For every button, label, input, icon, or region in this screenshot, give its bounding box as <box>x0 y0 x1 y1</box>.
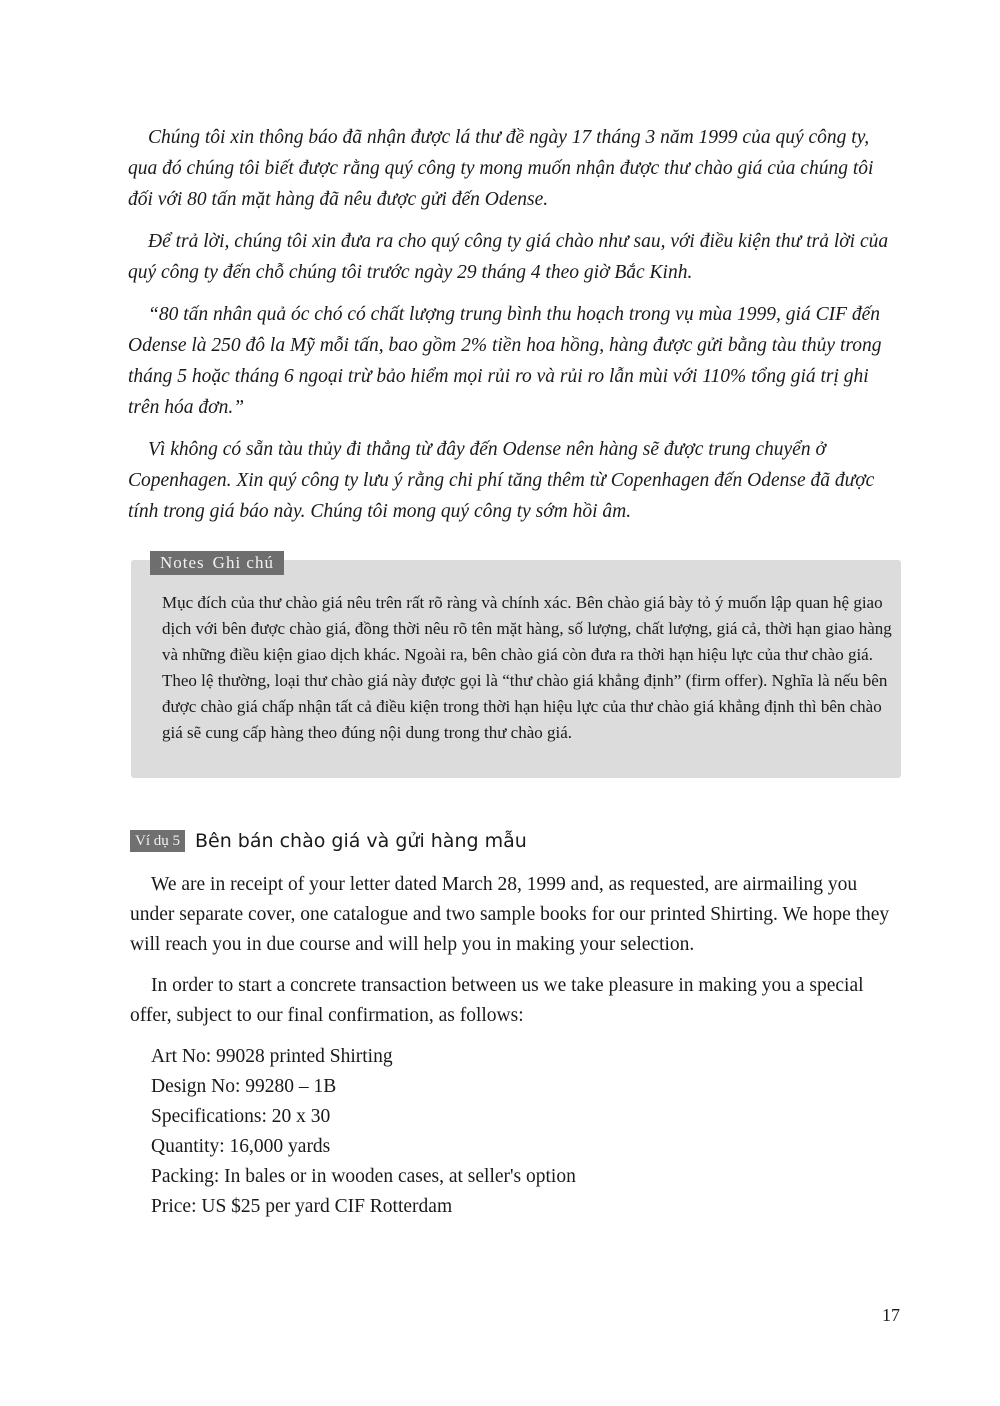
vi-paragraph-4: Vì không có sẵn tàu thủy đi thẳng từ đây đến Odense nên hàng sẽ được trung chuyển ở Copenhagen. Xin quý công ty lưu ý rằng chi phí tăng thêm từ Copenhagen đến Odense đã được tính trong giá báo này. Chúng tôi mong quý công ty sớm hồi âm. <box>128 439 875 522</box>
vi-paragraph-1: Chúng tôi xin thông báo đã nhận được lá thư đề ngày 17 tháng 3 năm 1999 của quý công ty, qua đó chúng tôi biết được rằng quý công ty mong muốn nhận được thư chào giá của chúng tôi đối với 80 tấn mặt hàng đã nêu được gửi đến Odense. <box>128 127 874 210</box>
notes-text: Mục đích của thư chào giá nêu trên rất rõ ràng và chính xác. Bên chào giá bày tỏ ý muốn lập quan hệ giao dịch với bên được chào giá, đồng thời nêu rõ tên mặt hàng, số lượng, chất lượng, giá cả, thời hạn giao hàng và những điều kiện giao dịch khác. Ngoài ra, bên chào giá còn đưa ra thời hạn hiệu lực của thư chào giá. Theo lệ thường, loại thư chào giá này được gọi là “thư chào giá khẳng định” (firm offer). Nghĩa là nếu bên được chào giá chấp nhận tất cả điều kiện trong thời hạn hiệu lực của thư chào giá khẳng định thì bên chào giá sẽ cung cấp hàng theo đúng nội dung trong thư chào giá. <box>162 593 892 742</box>
vietnamese-letter <box>128 122 898 538</box>
spec-item: Specifications: 20 x 30 <box>151 1106 331 1127</box>
example-tag: Ví dụ 5 <box>130 830 185 852</box>
notes-tag-vi: Ghi chú <box>212 553 274 572</box>
vi-paragraph-2: Để trả lời, chúng tôi xin đưa ra cho quý công ty giá chào như sau, với điều kiện thư trả lời của quý công ty đến chỗ chúng tôi trước ngày 29 tháng 4 theo giờ Bắc Kinh. <box>128 231 889 283</box>
spec-item: Design No: 99280 – 1B <box>151 1076 337 1097</box>
english-letter <box>130 870 900 1222</box>
example-heading <box>130 828 527 854</box>
notes-tag-en: Notes <box>160 553 205 572</box>
page-number: 17 <box>882 1305 900 1325</box>
notes-tag <box>150 551 284 575</box>
en-paragraph-2: In order to start a concrete transaction between us we take pleasure in making you a special offer, subject to our final confirmation, as follows: <box>130 975 864 1026</box>
example-title: Bên bán chào giá và gửi hàng mẫu <box>195 830 527 852</box>
spec-list <box>130 1042 900 1222</box>
spec-item: Price: US $25 per yard CIF Rotterdam <box>151 1196 453 1217</box>
vi-paragraph-3: “80 tấn nhân quả óc chó có chất lượng trung bình thu hoạch trong vụ mùa 1999, giá CIF đến Odense là 250 đô la Mỹ mỗi tấn, bao gồm 2% tiền hoa hồng, hàng được gửi bằng tàu thủy trong tháng 5 hoặc tháng 6 ngoại trừ bảo hiểm mọi rủi ro và rủi ro lẫn mùi với 110% tổng giá trị ghi trên hóa đơn.” <box>128 304 882 418</box>
en-paragraph-1: We are in receipt of your letter dated March 28, 1999 and, as requested, are airmailing you under separate cover, one catalogue and two sample books for our printed Shirting. We hope they will reach you in due course and will help you in making your selection. <box>130 874 890 955</box>
spec-item: Quantity: 16,000 yards <box>151 1136 331 1157</box>
spec-item: Packing: In bales or in wooden cases, at seller's option <box>151 1166 576 1187</box>
spec-item: Art No: 99028 printed Shirting <box>151 1046 393 1067</box>
